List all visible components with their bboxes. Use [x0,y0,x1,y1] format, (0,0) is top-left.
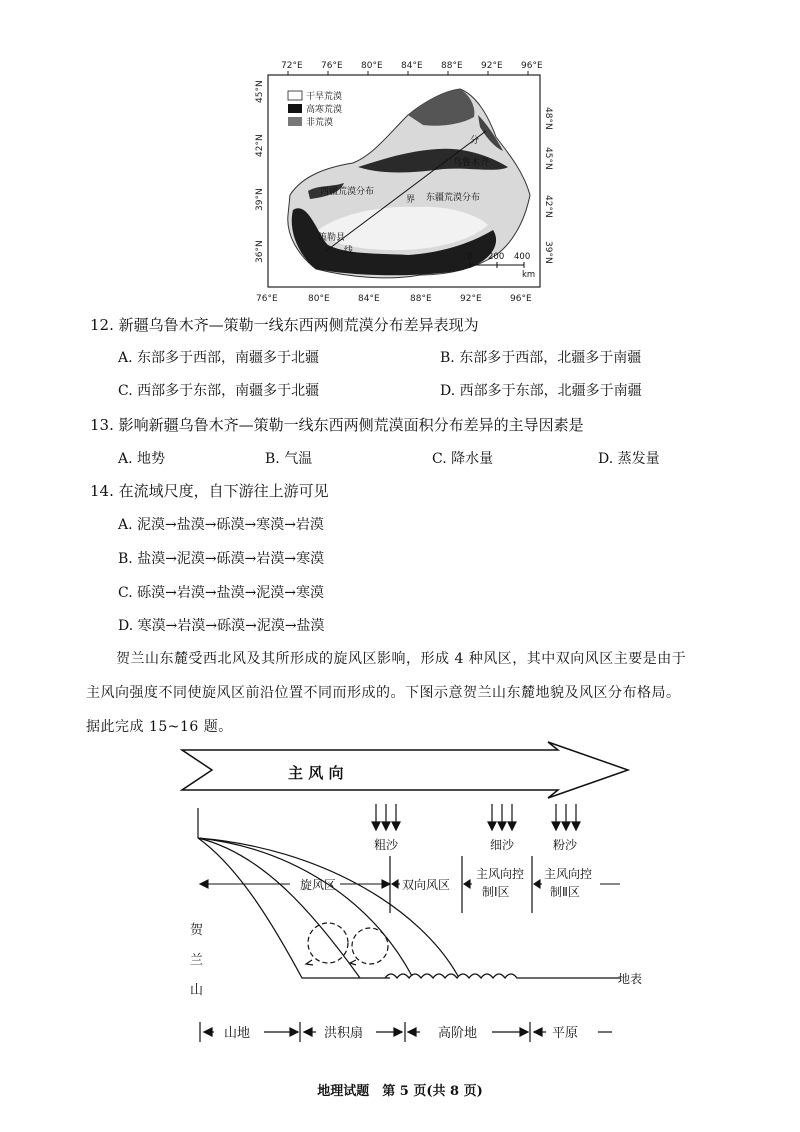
q13-option-a: A. 地势 [118,451,166,467]
label-urumqi: 乌鲁木齐 [453,158,490,168]
zone-main-2-line1: 主风向控 [544,867,593,881]
label-jie: 界 [406,195,416,205]
mountain-char-3: 山 [190,983,204,998]
q14-option-d: D. 寒漠→岩漠→砾漠→泥漠→盐漠 [118,618,325,634]
lat-right-label: 48°N [543,107,553,130]
landform-plain: 平原 [552,1026,579,1041]
passage-line-2: 主风向强度不同使旋风区前沿位置不同而形成的。下图示意贺兰山东麓地貌及风区分布格局。 [86,685,681,701]
zone-bidirectional: 双向风区 [402,878,451,892]
lat-right-label: 39°N [543,241,553,264]
sand-fine: 细沙 [490,838,515,852]
legend-arid: 干旱荒漠 [306,92,343,102]
landform-alluvial-fan: 洪积扇 [324,1026,364,1041]
scale-unit: km [522,270,536,280]
q12-option-a: A. 东部多于西部，南疆多于北疆 [118,350,320,366]
passage-line-1: 贺兰山东麓受西北风及其所形成的旋风区影响，形成 4 种风区，其中双向风区主要是由于 [116,651,687,667]
q12-option-d: D. 西部多于东部，北疆多于南疆 [440,383,642,399]
question-14-stem: 14. 在流域尺度，自下游往上游可见 [90,482,329,500]
zone-vortex: 旋风区 [300,878,337,892]
zone-main-1-line1: 主风向控 [476,867,525,881]
q14-option-a: A. 泥漠→盐漠→砾漠→寒漠→岩漠 [118,517,324,533]
page-footer: 地理试题 第 5 页(共 8 页) [317,1084,483,1099]
sand-silt: 粉沙 [553,838,578,852]
scale-tick: 200 [488,252,505,262]
lon-top-label: 92°E [481,61,503,71]
lat-left-label: 45°N [255,80,265,103]
scale-tick: 400 [514,252,531,262]
lon-bottom-label: 96°E [510,294,532,304]
lon-bottom-label: 88°E [410,294,432,304]
lon-bottom-label: 80°E [308,294,330,304]
landform-mountain: 山地 [224,1026,251,1041]
lon-bottom-label: 76°E [256,294,278,304]
lon-top-label: 84°E [401,61,423,71]
lat-right-label: 42°N [543,195,553,218]
lon-top-label: 88°E [441,61,463,71]
surface-label: 地表 [618,972,643,986]
lon-top-label: 72°E [281,61,303,71]
q13-option-d: D. 蒸发量 [598,451,660,467]
label-xian: 线 [344,246,354,256]
lat-left-label: 42°N [255,134,265,157]
lat-left-label: 39°N [255,188,265,211]
q12-option-c: C. 西部多于东部，南疆多于北疆 [118,383,320,399]
q13-option-c: C. 降水量 [432,451,494,467]
sand-coarse: 粗沙 [374,838,399,852]
question-13-stem: 13. 影响新疆乌鲁木齐—策勒一线东西两侧荒漠面积分布差异的主导因素是 [90,416,584,434]
lon-top-label: 76°E [321,61,343,71]
mountain-char-2: 兰 [190,953,204,968]
zone-main-2-line2: 制Ⅱ区 [550,885,580,899]
passage-line-3: 据此完成 15~16 题。 [86,719,233,735]
legend-alpine: 高寒荒漠 [306,105,343,115]
lon-bottom-label: 84°E [358,294,380,304]
question-12-stem: 12. 新疆乌鲁木齐—策勒一线东西两侧荒漠分布差异表现为 [90,316,479,334]
label-west: 西疆荒漠分布 [320,187,375,197]
legend-nondesert: 非荒漠 [306,118,334,128]
scale-tick: 0 [467,252,473,262]
q14-option-c: C. 砾漠→岩漠→盐漠→泥漠→寒漠 [118,585,325,601]
main-wind-arrow [182,742,628,798]
lat-left-label: 36°N [255,240,265,263]
label-qiemo: 策勒县 [318,233,346,243]
zone-main-1-line2: 制Ⅰ区 [482,885,510,899]
wind-zone-diagram [180,738,650,1058]
mountain-char-1: 贺 [190,923,204,938]
lat-right-label: 45°N [543,147,553,170]
main-wind-label: 主 风 向 [288,764,344,782]
lon-top-label: 80°E [361,61,383,71]
q14-option-b: B. 盐漠→泥漠→砾漠→岩漠→寒漠 [118,551,325,567]
landform-terrace: 高阶地 [438,1026,478,1041]
desert-map [248,55,558,305]
label-east: 东疆荒漠分布 [426,193,481,203]
q12-option-b: B. 东部多于西部，北疆多于南疆 [440,350,642,366]
q13-option-b: B. 气温 [265,451,313,467]
lon-bottom-label: 92°E [460,294,482,304]
label-fen: 分 [470,136,480,146]
lon-top-label: 96°E [521,61,543,71]
